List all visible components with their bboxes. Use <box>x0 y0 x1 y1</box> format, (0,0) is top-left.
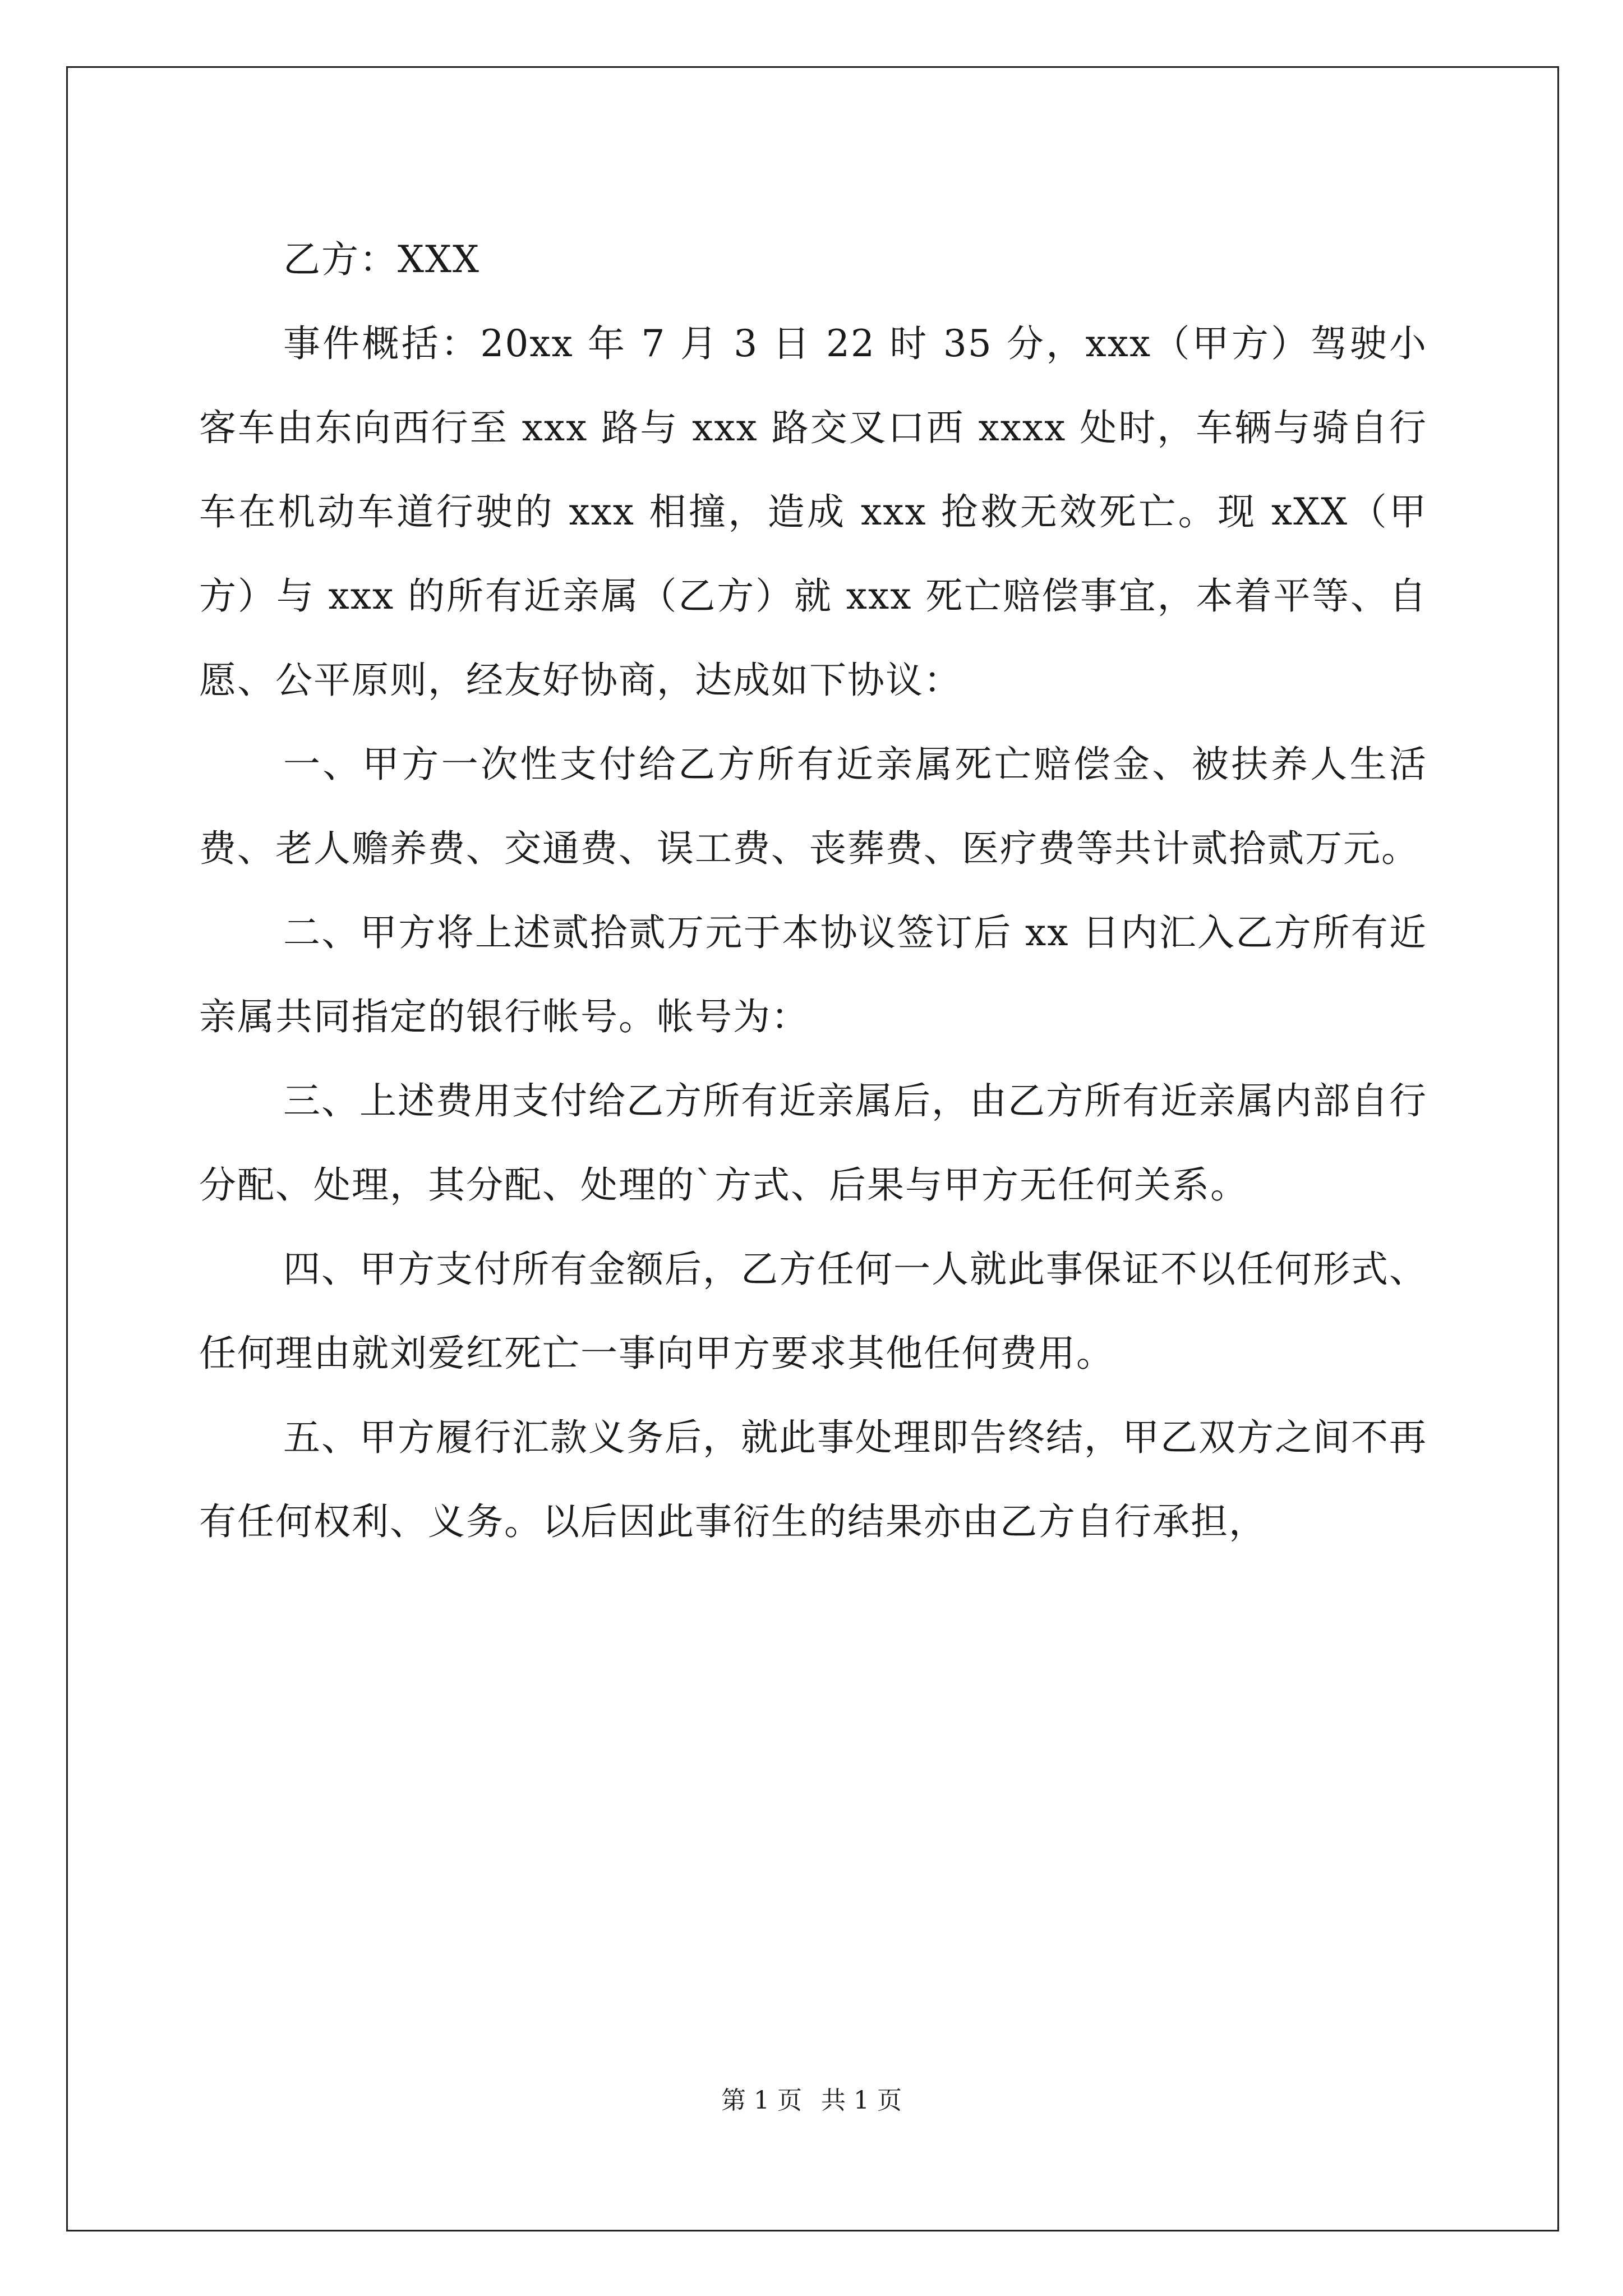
page-number-total: 共 1 页 <box>821 2086 902 2115</box>
incident-summary-paragraph: 事件概括：20xx 年 7 月 3 日 22 时 35 分，xxx（甲方）驾驶小客车由东向西行至 xxx 路与 xxx 路交叉口西 xxxx 处时，车辆与骑自行车在机动车道行驶的 xxx 相撞，造成 xxx 抢救无效死亡。现 xXX（甲方）与 xxx 的所有近亲属（乙方）就 xxx 死亡赔偿事宜，本着平等、自愿、公平原则，经友好协商，达成如下协议： <box>199 322 1427 702</box>
page-footer <box>0 2084 1623 2118</box>
party-b-line: 乙方：XXX <box>283 238 480 281</box>
clause-5-paragraph: 五、甲方履行汇款义务后，就此事处理即告终结，甲乙双方之间不再有任何权利、义务。以后因此事衍生的结果亦由乙方自行承担， <box>199 1416 1427 1543</box>
clause-3-paragraph: 三、上述费用支付给乙方所有近亲属后，由乙方所有近亲属内部自行分配、处理，其分配、处理的`方式、后果与甲方无任何关系。 <box>199 1079 1427 1207</box>
page-number-current: 第 1 页 <box>721 2086 802 2115</box>
document-body <box>199 218 1427 1564</box>
clause-4-paragraph: 四、甲方支付所有金额后，乙方任何一人就此事保证不以任何形式、任何理由就刘爱红死亡一事向甲方要求其他任何费用。 <box>199 1248 1427 1375</box>
clause-2-paragraph: 二、甲方将上述贰拾贰万元于本协议签订后 xx 日内汇入乙方所有近亲属共同指定的银行帐号。帐号为： <box>199 911 1427 1038</box>
clause-1-paragraph: 一、甲方一次性支付给乙方所有近亲属死亡赔偿金、被扶养人生活费、老人赡养费、交通费、误工费、丧葬费、医疗费等共计贰拾贰万元。 <box>199 743 1427 870</box>
